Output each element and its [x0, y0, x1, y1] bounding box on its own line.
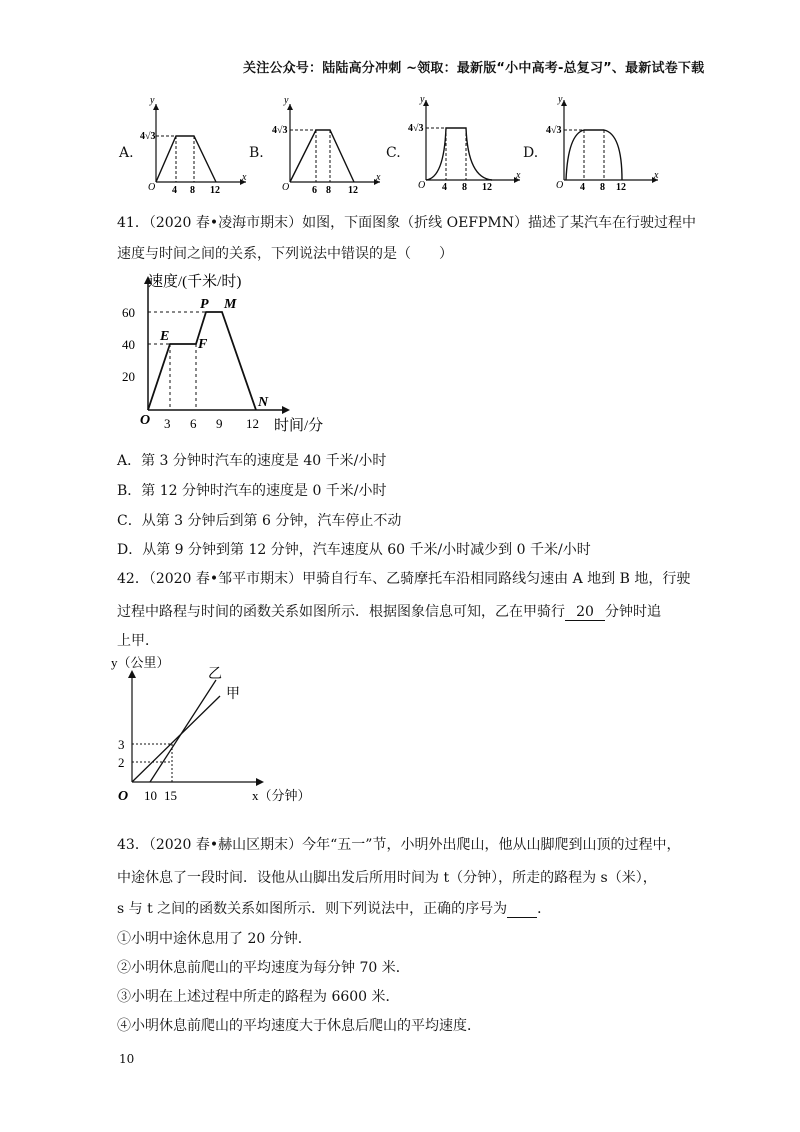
q41-option-d: D．从第 9 分钟到第 12 分钟，汽车速度从 60 千米/小时减少到 0 千米/小时 [117, 542, 591, 558]
page-number: 10 [119, 1052, 135, 1066]
q42-distance-graph [112, 654, 322, 810]
page-header: 关注公众号：陆陆高分冲刺 ~领取：最新版“小中高考-总复习”、最新试卷下载 [243, 61, 705, 76]
q43-answer-blank [507, 901, 537, 918]
svg-text:12: 12 [482, 182, 492, 193]
option-c-label: C. [386, 145, 401, 161]
svg-text:12: 12 [210, 185, 220, 196]
svg-text:O: O [282, 182, 290, 193]
svg-text:乙: 乙 [208, 667, 222, 682]
svg-text:O: O [148, 182, 156, 193]
svg-text:8: 8 [600, 182, 605, 193]
q42-stem-line1: 42．（2020 春•邹平市期末）甲骑自行车、乙骑摩托车沿相同路线匀速由 A 地到 B 地，行驶 [117, 571, 691, 587]
x-axis-label: 时间/分 [274, 418, 324, 434]
q41-stem-line1: 41．（2020 春•凌海市期末）如图，下面图象（折线 OEFPMN）描述了某汽车在行驶过程中 [117, 215, 697, 231]
svg-text:y: y [284, 95, 289, 106]
svg-text:N: N [258, 395, 269, 410]
svg-text:x: x [516, 170, 521, 181]
y-axis-label: y（公里） [111, 655, 170, 670]
q41-option-c: C．从第 3 分钟后到第 6 分钟，汽车停止不动 [117, 513, 402, 529]
x-axis-label: x（分钟） [252, 788, 311, 803]
svg-text:2: 2 [118, 755, 125, 770]
svg-text:60: 60 [122, 305, 135, 320]
q43-item-1: ①小明中途休息用了 20 分钟． [117, 931, 312, 947]
svg-text:F: F [198, 337, 208, 352]
svg-text:M: M [224, 297, 237, 312]
q43-item-2: ②小明休息前爬山的平均速度为每分钟 70 米． [117, 960, 410, 976]
option-d-label: D. [523, 145, 539, 161]
q43-item-3: ③小明在上述过程中所走的路程为 6600 米． [117, 989, 400, 1005]
option-a-label: A. [119, 145, 134, 161]
svg-text:y: y [558, 94, 563, 105]
svg-text:x: x [376, 172, 381, 183]
svg-text:3: 3 [164, 416, 171, 431]
option-b-graph [272, 95, 384, 196]
svg-text:4√3: 4√3 [408, 123, 424, 134]
svg-text:O: O [140, 413, 151, 428]
svg-text:E: E [160, 329, 170, 344]
q41-stem-line2: 速度与时间之间的关系，下列说法中错误的是（ ） [117, 246, 453, 262]
svg-text:12: 12 [348, 185, 358, 196]
svg-text:8: 8 [326, 185, 331, 196]
svg-text:y: y [150, 95, 155, 106]
q43-stem-line1: 43．（2020 春•赫山区期末）今年“五一”节，小明外出爬山，他从山脚爬到山顶的过程中， [117, 837, 681, 853]
option-b-label: B. [249, 145, 264, 161]
svg-text:O: O [556, 180, 564, 191]
svg-text:4√3: 4√3 [272, 125, 288, 136]
svg-text:12: 12 [246, 416, 259, 431]
q42-stem-line3: 上甲． [117, 633, 159, 649]
svg-text:4√3: 4√3 [546, 125, 562, 136]
y-axis-label: 速度/(千米/时) [148, 274, 242, 290]
q41-option-b: B．第 12 分钟时汽车的速度是 0 千米/小时 [117, 483, 387, 499]
q42-stem-line2: 过程中路程与时间的函数关系如图所示．根据图象信息可知，乙在甲骑行 20 分钟时追 [117, 604, 661, 620]
svg-text:甲: 甲 [226, 687, 240, 702]
svg-text:x: x [654, 170, 659, 181]
y-tick-label: 4√3 [140, 131, 156, 142]
svg-text:40: 40 [122, 337, 135, 352]
svg-text:15: 15 [164, 788, 177, 803]
svg-text:O: O [118, 789, 129, 804]
svg-text:12: 12 [616, 182, 626, 193]
svg-text:O: O [418, 180, 426, 191]
q43-item-4: ④小明休息前爬山的平均速度大于休息后爬山的平均速度． [117, 1018, 481, 1034]
svg-text:4: 4 [172, 185, 177, 196]
svg-text:P: P [200, 297, 209, 312]
option-a-graph [138, 95, 250, 196]
option-d-graph [546, 94, 664, 193]
svg-text:20: 20 [122, 369, 135, 384]
svg-text:3: 3 [118, 737, 125, 752]
svg-text:8: 8 [190, 185, 195, 196]
svg-text:6: 6 [312, 185, 317, 196]
option-c-graph [408, 94, 526, 193]
q42-answer: 20 [565, 604, 605, 621]
svg-text:y: y [420, 94, 425, 105]
q41-speed-graph [118, 268, 338, 438]
q41-option-a: A．第 3 分钟时汽车的速度是 40 千米/小时 [117, 453, 387, 469]
svg-text:4: 4 [580, 182, 585, 193]
svg-text:4: 4 [442, 182, 447, 193]
svg-text:8: 8 [462, 182, 467, 193]
q43-stem-line3: s 与 t 之间的函数关系如图所示．则下列说法中，正确的序号为 ． [117, 901, 552, 917]
svg-text:10: 10 [144, 788, 157, 803]
svg-text:x: x [242, 172, 247, 183]
svg-text:6: 6 [190, 416, 197, 431]
svg-text:9: 9 [216, 416, 223, 431]
q43-stem-line2: 中途休息了一段时间．设他从山脚出发后所用时间为 t（分钟），所走的路程为 s（米）， [117, 870, 657, 886]
